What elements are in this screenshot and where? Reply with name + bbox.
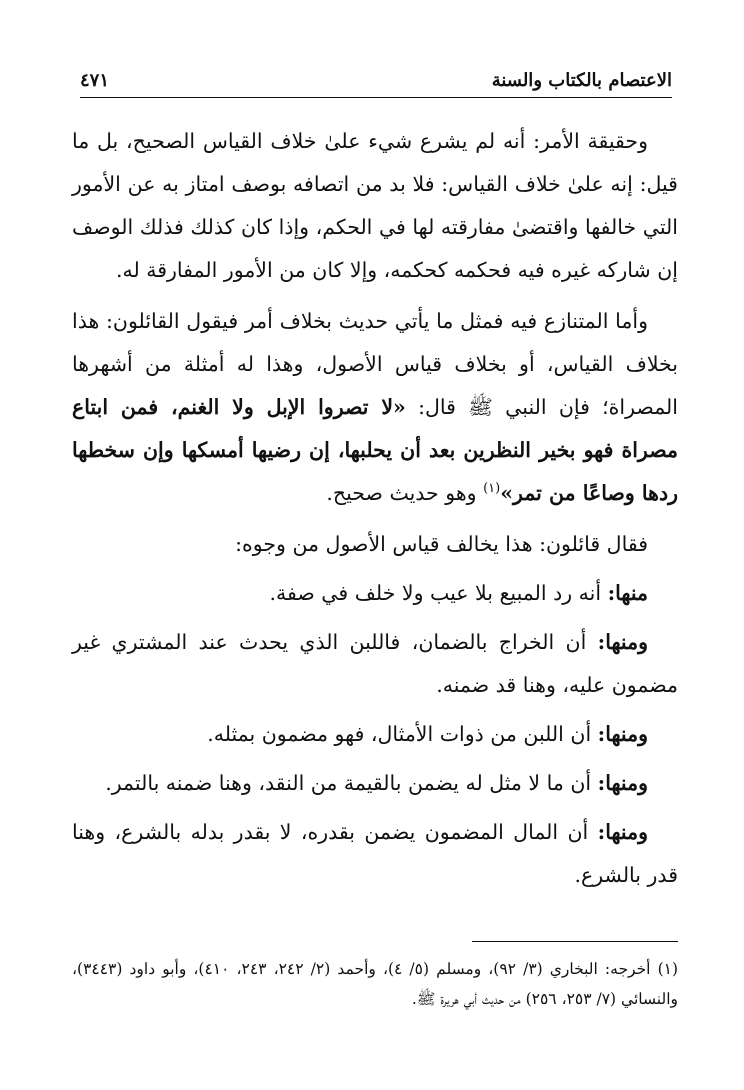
- list-lead: ومنها:: [597, 630, 648, 654]
- list-item: [72, 621, 678, 707]
- list-item: [72, 572, 678, 615]
- list-item: [72, 811, 678, 897]
- list-lead: ومنها:: [597, 722, 648, 746]
- paragraph-objection-intro: [72, 523, 678, 566]
- list-text: أنه رد المبيع بلا عيب ولا خلف في صفة.: [269, 581, 608, 605]
- list-text: أن اللبن من ذوات الأمثال، فهو مضمون بمثله.: [207, 722, 598, 746]
- footnote: [72, 954, 678, 1014]
- main-text: [72, 120, 678, 903]
- paragraph-musarrat: [72, 300, 678, 515]
- list-text: أن المال المضمون يضمن بقدره، لا بقدر بدله بالشرع، وهنا قدر بالشرع.: [72, 820, 678, 887]
- list-lead: ومنها:: [597, 771, 648, 795]
- paragraph-truth-of-matter: [72, 120, 678, 292]
- list-item: [72, 762, 678, 805]
- list-item: [72, 713, 678, 756]
- list-lead: منها:: [607, 581, 648, 605]
- paragraph-text: وحقيقة الأمر: أنه لم يشرع شيء علىٰ خلاف القياس الصحيح، بل ما قيل: إنه علىٰ خلاف القياس: فلا بد من اتصافه بوصف امتاز به عن الأمور التي خالفها واقتضىٰ مفارقته لها في الحكم، وإذا كان كذلك فذلك الوصف إن شاركه غيره فيه فحكمه كحكمه، وإلا كان من الأمور المفارقة له.: [72, 129, 678, 282]
- footnotes: [72, 954, 678, 1014]
- paragraph-text: وأما المتنازع فيه فمثل ما يأتي حديث بخلاف أمر فيقول القائلون: هذا بخلاف القياس، أو بخلاف قياس الأصول، وهذا له أمثلة من أشهرها المصراة؛ فإن النبي ﷺ قال:: [72, 309, 678, 419]
- running-title: الاعتصام بالكتاب والسنة: [491, 70, 672, 91]
- hadith-quote: «لا تصروا الإبل ولا الغنم، فمن ابتاع مصراة فهو بخير النظرين بعد أن يحلبها، إن رضيها أمسكها وإن سخطها ردها وصاعًا من تمر»: [72, 395, 678, 505]
- footnote-text: (١) أخرجه: البخاري (٣/ ٩٢)، ومسلم (٥/ ٤)، وأحمد (٢/ ٢٤٢، ٢٤٣، ٤١٠)، وأبو داود (٣٤٤٣)، والنسائي (٧/ ٢٥٣، ٢٥٦) من حديث أبي هريرة ﷺ.: [72, 960, 679, 1008]
- list-lead: ومنها:: [597, 820, 648, 844]
- page-header: [80, 58, 672, 98]
- footnote-divider: [472, 941, 678, 942]
- list-text: أن ما لا مثل له يضمن بالقيمة من النقد، وهنا ضمنه بالتمر.: [105, 771, 598, 795]
- page-number: ٤٧١: [80, 70, 110, 91]
- footnote-reference: (١): [483, 481, 501, 497]
- paragraph-text: فقال قائلون: هذا يخالف قياس الأصول من وجوه:: [235, 532, 648, 556]
- paragraph-text: وهو حديث صحيح.: [326, 481, 484, 505]
- list-text: أن الخراج بالضمان، فاللبن الذي يحدث عند المشتري غير مضمون عليه، وهنا قد ضمنه.: [72, 630, 678, 697]
